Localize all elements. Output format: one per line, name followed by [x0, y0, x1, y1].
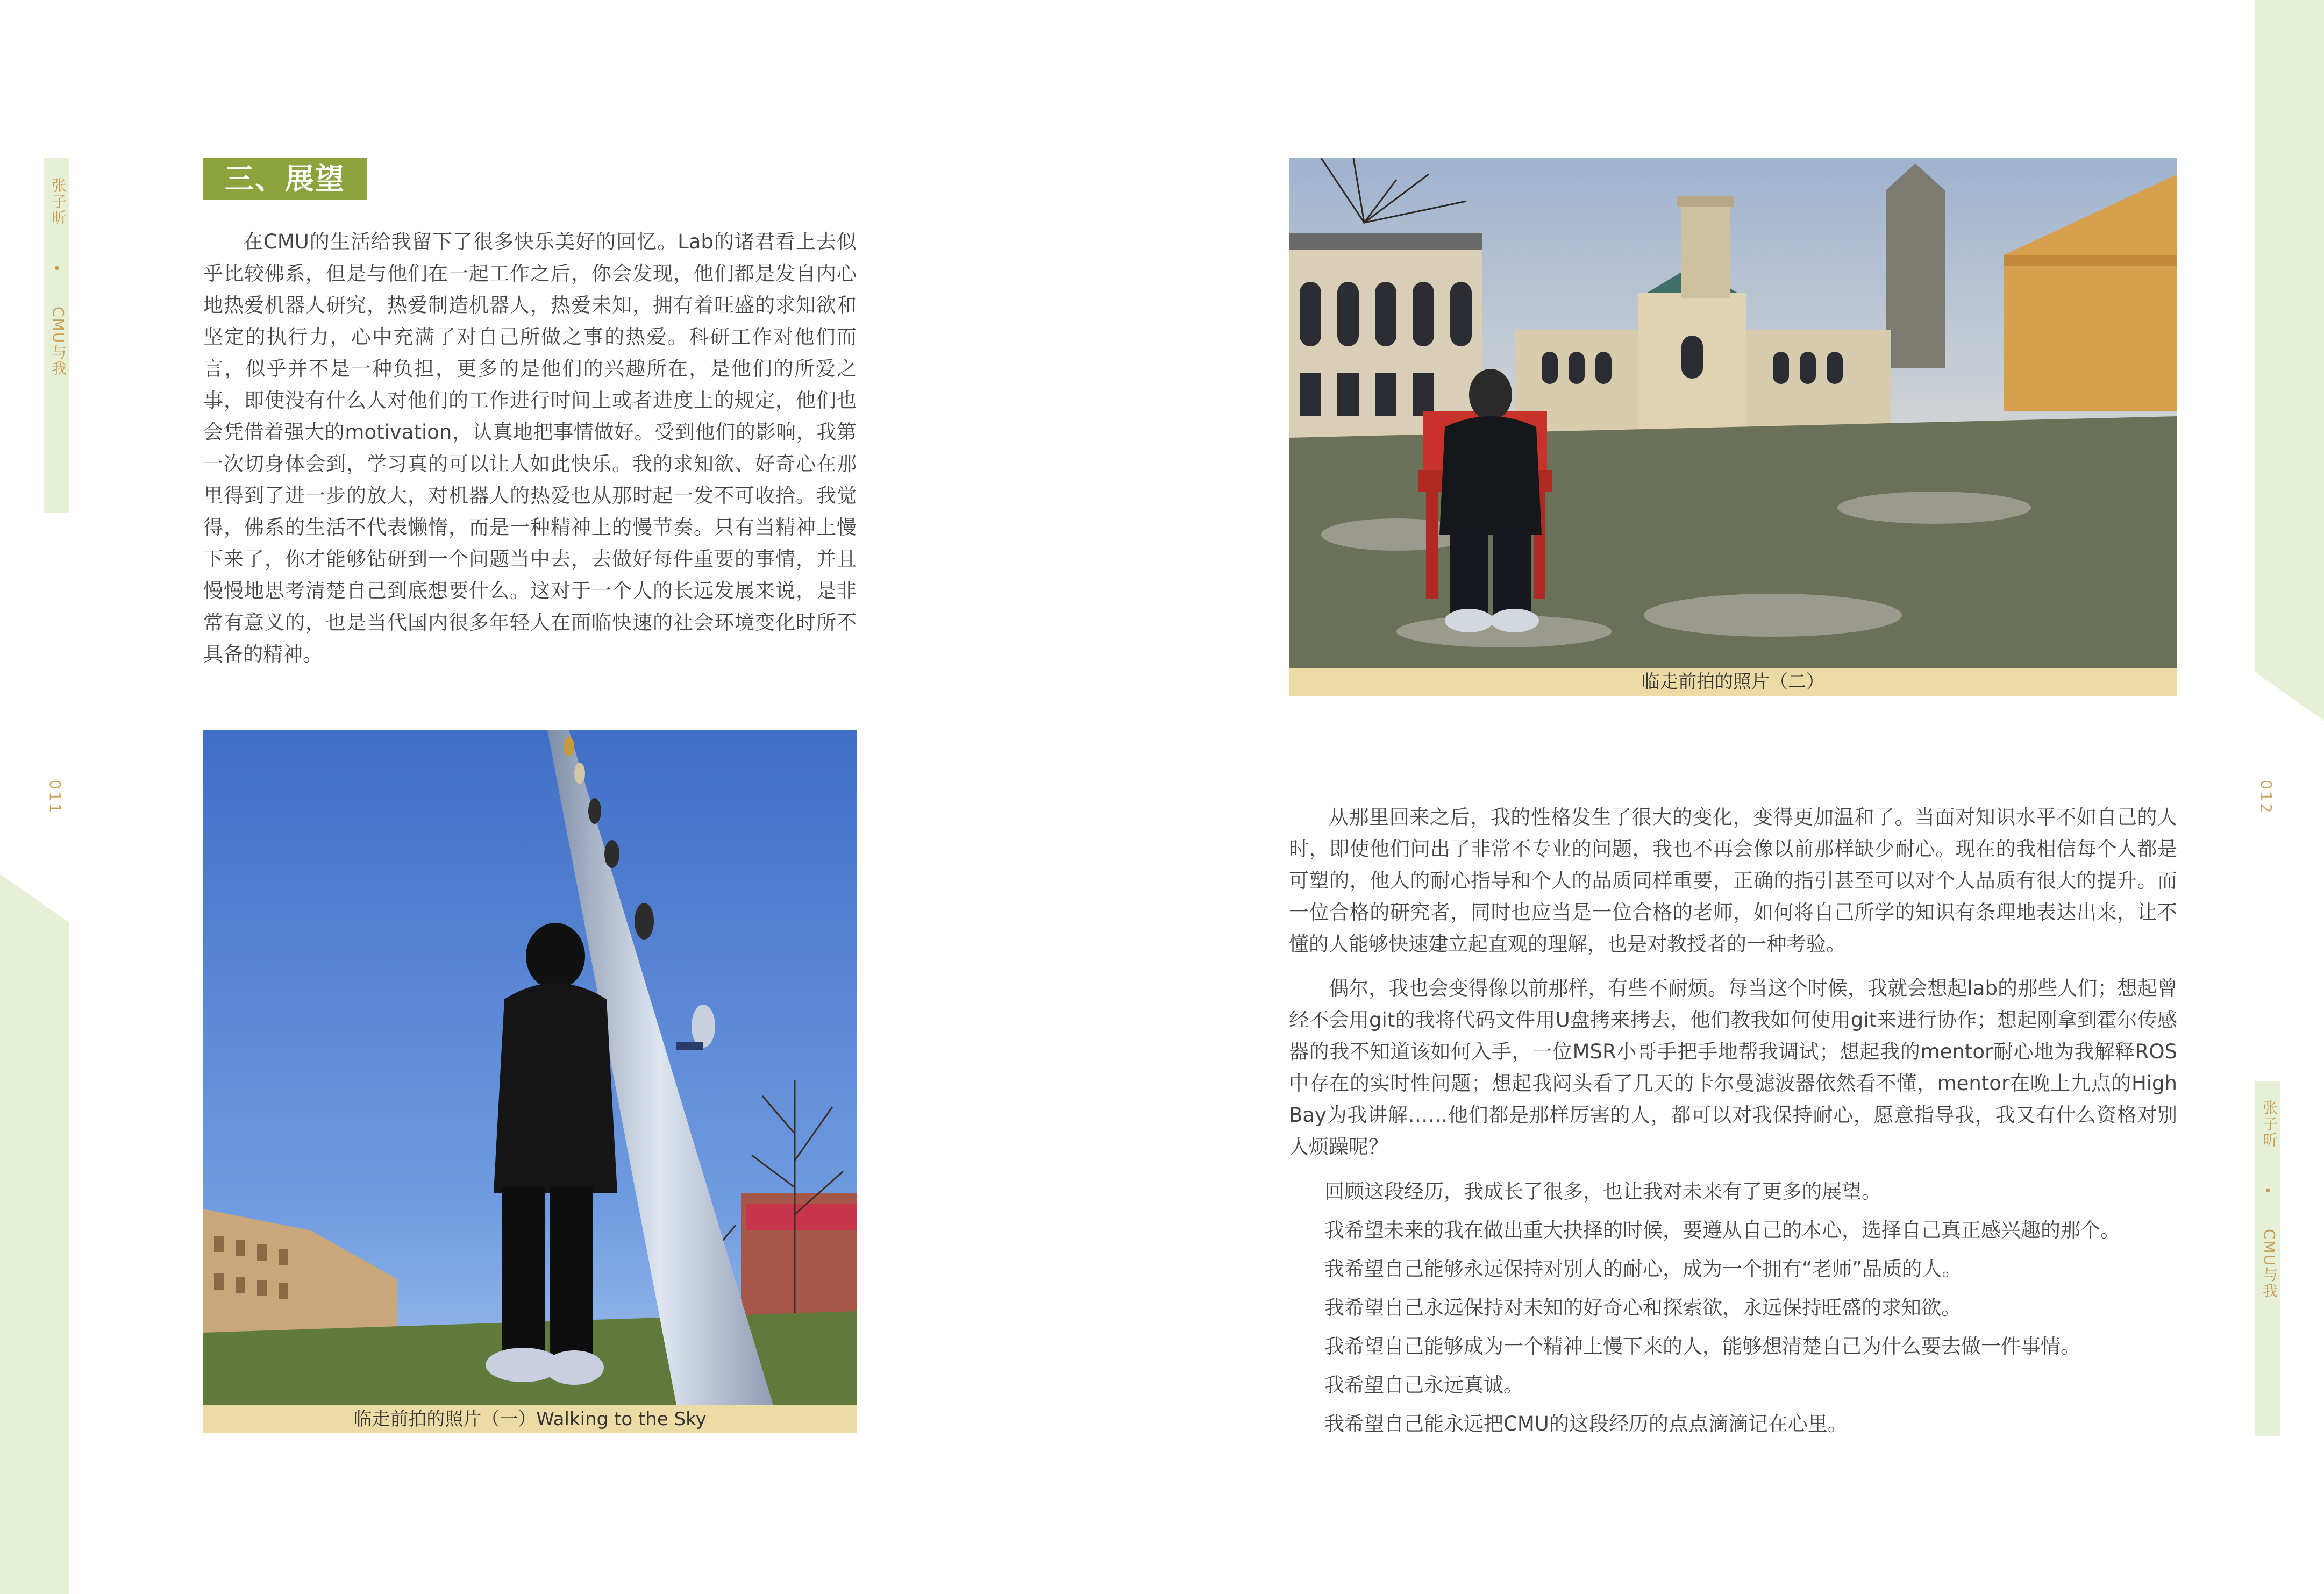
left-margin-band: [0, 874, 69, 1594]
right-page-number: 012: [2257, 780, 2275, 815]
left-body-paragraph: 在CMU的生活给我留下了很多快乐美好的回忆。Lab的诸君看上去似乎比较佛系，但是与他们在一起工作之后，你会发现，他们都是发自内心地热爱机器人研究，热爱制造机器人，热爱未知，拥有着旺盛的求知欲和坚定的执行力，心中充满了对自己所做之事的热爱。科研工作对他们而言，似乎并不是一种负担，更多的是他们的兴趣所在，是他们的所爱之事，即使没有什么人对他们的工作进行时间上或者进度上的规定，他们也会凭借着强大的motivation，认真地把事情做好。受到他们的影响，我第一次切身体会到，学习真的可以让人如此快乐。我的求知欲、好奇心在那里得到了进一步的放大，对机器人的热爱也从那时起一发不可收拾。我觉得，佛系的生活不代表懒惰，而是一种精神上的慢节奏。只有当精神上慢下来了，你才能够钻研到一个问题当中去，去做好每件重要的事情，并且慢慢地思考清楚自己到底想要什么。这对于一个人的长远发展来说，是非常有意义的，也是当代国内很多年轻人在面临快速的社会环境变化时所不具备的精神。: [203, 230, 857, 666]
photo-walking-to-the-sky: [203, 730, 857, 1405]
left-page-number: 011: [46, 780, 64, 815]
wish-line: 我希望自己永远保持对未知的好奇心和探索欲，永远保持旺盛的求知欲。: [1324, 1296, 1961, 1319]
wish-line: 回顾这段经历，我成长了很多，也让我对未来有了更多的展望。: [1324, 1180, 1881, 1203]
right-book-label: CMU与我: [2261, 1229, 2278, 1299]
wish-line: 我希望自己永远真诚。: [1324, 1374, 1523, 1397]
wish-line: 我希望未来的我在做出重大抉择的时候，要遵从自己的本心，选择自己真正感兴趣的那个。: [1324, 1219, 2120, 1242]
wish-line: 我希望自己能永远把CMU的这段经历的点点滴滴记在心里。: [1324, 1412, 1848, 1435]
section-title: 三、展望: [203, 158, 367, 200]
photo-campus-red-chair: [1289, 158, 2177, 668]
left-author-label: 张子昕: [49, 177, 67, 226]
photo-caption-2: 临走前拍的照片（二）: [1289, 668, 2177, 696]
left-separator-dot: •: [53, 261, 61, 277]
right-body-paragraph-1: 从那里回来之后，我的性格发生了很大的变化，变得更加温和了。当面对知识水平不如自己的人时，即使他们问出了非常不专业的问题，我也不再会像以前那样缺少耐心。现在的我相信每个人都是可塑的，他人的耐心指导和个人的品质同样重要，正确的指引甚至可以对个人品质有很大的提升。而一位合格的研究者，同时也应当是一位合格的老师，如何将自己所学的知识有条理地表达出来，让不懂的人能够快速建立起直观的理解，也是对教授者的一种考验。: [1289, 806, 2177, 956]
right-body-paragraph-2: 偶尔，我也会变得像以前那样，有些不耐烦。每当这个时候，我就会想起lab的那些人们；想起曾经不会用git的我将代码文件用U盘拷来拷去，他们教我如何使用git来进行协作；想起刚拿到霍尔传感器的我不知道该如何入手，一位MSR小哥手把手地帮我调试；想起我的mentor耐心地为我解释ROS中存在的实时性问题；想起我闷头看了几天的卡尔曼滤波器依然看不懂，mentor在晚上九点的High Bay为我讲解……他们都是那样厉害的人，都可以对我保持耐心，愿意指导我，我又有什么资格对别人烦躁呢？: [1289, 977, 2177, 1158]
right-author-label: 张子昕: [2261, 1100, 2278, 1148]
wishes-list: [1324, 1172, 2174, 1443]
right-separator-dot: •: [2264, 1183, 2272, 1199]
wish-line: 我希望自己能够永远保持对别人的耐心，成为一个拥有“老师”品质的人。: [1324, 1257, 1962, 1280]
wish-line: 我希望自己能够成为一个精神上慢下来的人，能够想清楚自己为什么要去做一件事情。: [1324, 1335, 2080, 1358]
left-book-label: CMU与我: [49, 307, 67, 377]
photo-caption-1: 临走前拍的照片（一）Walking to the Sky: [203, 1405, 857, 1433]
right-margin-band: [2255, 0, 2324, 721]
